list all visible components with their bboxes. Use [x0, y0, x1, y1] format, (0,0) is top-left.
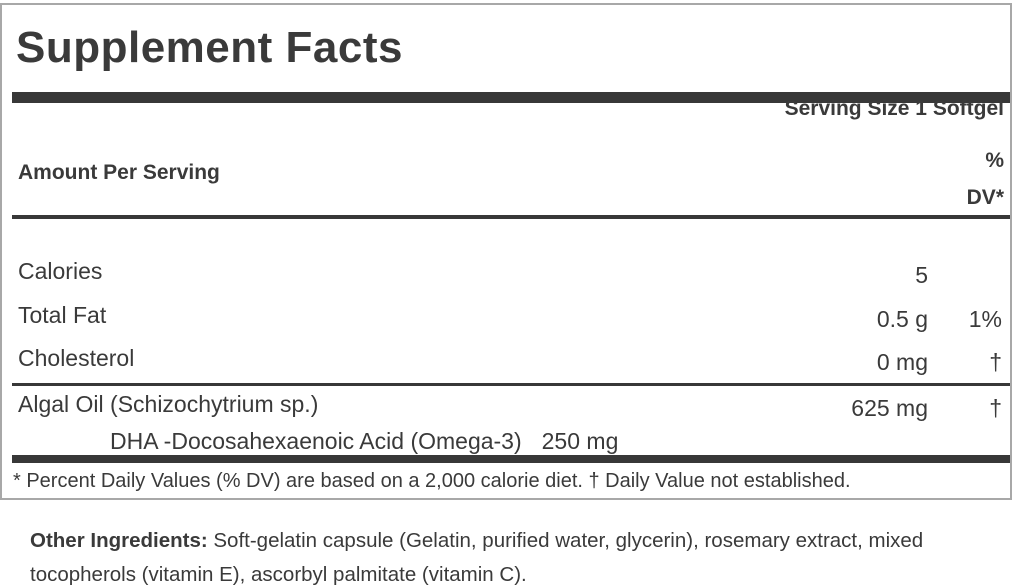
serving-size: Serving Size 1 Softgel — [784, 97, 1004, 120]
nutrient-row-dha — [110, 428, 618, 455]
nutrient-dv: † — [989, 349, 1002, 375]
nutrient-row-cholesterol — [18, 345, 1004, 375]
header-percent-dv — [967, 142, 1004, 216]
nutrient-name: Cholesterol — [18, 345, 135, 371]
divider-header — [12, 215, 1010, 219]
nutrient-dv: 1% — [968, 306, 1002, 332]
other-ingredients — [30, 524, 995, 588]
nutrient-amount: 250 mg — [541, 428, 619, 454]
nutrient-name: Algal Oil (Schizochytrium sp.) — [18, 391, 319, 417]
nutrient-name: Total Fat — [18, 302, 107, 328]
nutrient-row-calories — [18, 258, 1004, 288]
nutrient-row-algal-oil — [18, 391, 1004, 421]
nutrient-name: Calories — [18, 258, 103, 284]
supplement-facts-panel — [0, 3, 1012, 500]
nutrient-amount: 5 — [915, 262, 928, 288]
other-ingredients-label: Other Ingredients: — [30, 529, 208, 552]
header-percent-dv-line1: % — [985, 149, 1004, 172]
panel-title: Supplement Facts — [16, 23, 403, 72]
header-amount-per-serving: Amount Per Serving — [18, 161, 220, 184]
other-ingredients-text: Soft-gelatin capsule (Gelatin, purified water, glycerin), rosemary extract, mixed tocopherols (vitamin E), ascorbyl palmitate (vitamin C). — [30, 529, 924, 586]
nutrient-amount: 0.5 g — [876, 306, 928, 332]
nutrient-row-total-fat — [18, 302, 1004, 332]
footnote: * Percent Daily Values (% DV) are based on a 2,000 calorie diet. † Daily Value not established. — [13, 470, 851, 492]
nutrient-name: DHA -Docosahexaenoic Acid (Omega-3) — [110, 428, 522, 454]
divider-thick-bottom — [12, 455, 1010, 463]
nutrient-dv: † — [989, 395, 1002, 421]
header-percent-dv-line2: DV* — [966, 186, 1004, 209]
divider-thin — [12, 383, 1010, 386]
nutrient-amount: 0 mg — [876, 349, 928, 375]
nutrient-amount: 625 mg — [851, 395, 928, 421]
